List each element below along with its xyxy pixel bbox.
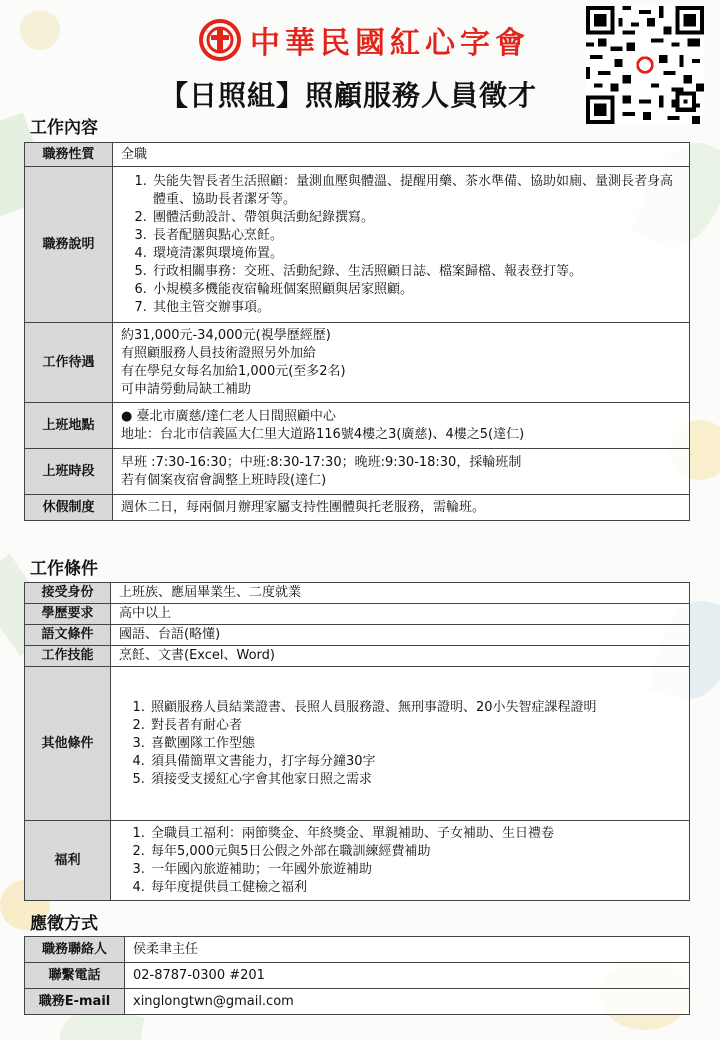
salary-line: 可申請勞動局缺工補助 — [121, 381, 252, 397]
row-benefits — [25, 821, 690, 901]
row-identity — [25, 583, 690, 604]
list-item: 1. 全職員工福利：兩節獎金、年終獎金、單親補助、子女補助、生日禮卷 — [149, 825, 681, 843]
label-phone: 聯繫電話 — [25, 963, 125, 989]
label-education: 學歷要求 — [25, 604, 111, 625]
list-item: 6. 小規模多機能夜宿輪班個案照顧與居家照顧。 — [151, 281, 681, 299]
row-job-description — [25, 167, 690, 323]
row-skills — [25, 646, 690, 667]
list-item: 1. 失能失智長者生活照顧：量測血壓與體溫、提醒用藥、茶水準備、協助如廁、量測長者身高體重、協助長者潔牙等。 — [151, 173, 681, 209]
job-description-list — [121, 173, 681, 317]
benefits-list — [119, 825, 681, 897]
value-benefits — [111, 821, 690, 901]
label-skills: 工作技能 — [25, 646, 111, 667]
section-title-conditions: 工作條件 — [30, 559, 98, 579]
label-salary: 工作待遇 — [25, 323, 113, 403]
label-language: 語文條件 — [25, 625, 111, 646]
value-leave: 週休二日，每兩個月辦理家屬支持性團體與托老服務，需輪班。 — [113, 495, 690, 521]
row-salary — [25, 323, 690, 403]
row-location — [25, 403, 690, 449]
label-identity: 接受身份 — [25, 583, 111, 604]
row-email — [25, 989, 690, 1015]
list-item: 4. 每年度提供員工健檢之福利 — [149, 879, 681, 897]
row-education — [25, 604, 690, 625]
job-content-table — [24, 142, 690, 521]
row-other — [25, 667, 690, 821]
header — [0, 0, 720, 128]
conditions-table — [24, 582, 690, 901]
row-job-nature — [25, 143, 690, 167]
bullet-icon: ● — [121, 408, 133, 424]
salary-line: 約31,000元-34,000元(視學歷經歷) — [121, 327, 331, 343]
org-logo — [198, 18, 530, 62]
section-title-apply: 應徵方式 — [30, 914, 98, 934]
label-contact: 職務聯絡人 — [25, 937, 125, 963]
list-item: 1. 照顧服務人員結業證書、長照人員服務證、無刑事證明、20小失智症課程證明 — [149, 699, 681, 717]
salary-line: 有在學兒女每名加給1,000元(至多2名) — [121, 363, 346, 379]
row-leave — [25, 495, 690, 521]
location-center — [121, 408, 681, 426]
value-education: 高中以上 — [111, 604, 690, 625]
section-title-job-content: 工作內容 — [30, 118, 98, 138]
label-hours: 上班時段 — [25, 449, 113, 495]
value-phone[interactable]: 02-8787-0300 #201 — [125, 963, 690, 989]
list-item: 4. 環境清潔與環境佈置。 — [151, 245, 681, 263]
list-item: 2. 每年5,000元與5日公假之外部在職訓練經費補助 — [149, 843, 681, 861]
list-item: 5. 須接受支援紅心字會其他家日照之需求 — [149, 771, 681, 789]
label-location: 上班地點 — [25, 403, 113, 449]
value-skills: 烹飪、文書(Excel、Word) — [111, 646, 690, 667]
location-center-name: 臺北市廣慈/達仁老人日間照顧中心 — [136, 408, 336, 424]
label-other: 其他條件 — [25, 667, 111, 821]
list-item: 2. 團體活動設計、帶領與活動紀錄撰寫。 — [151, 209, 681, 227]
label-job-description: 職務說明 — [25, 167, 113, 323]
apply-table — [24, 936, 690, 1015]
list-item: 3. 一年國內旅遊補助；一年國外旅遊補助 — [149, 861, 681, 879]
value-contact: 侯柔聿主任 — [125, 937, 690, 963]
value-email[interactable]: xinglongtwn@gmail.com — [125, 989, 690, 1015]
list-item: 3. 長者配膳與點心烹飪。 — [151, 227, 681, 245]
value-hours — [113, 449, 690, 495]
hours-note: 若有個案夜宿會調整上班時段(達仁) — [121, 472, 327, 488]
value-language: 國語、台語(略懂) — [111, 625, 690, 646]
value-job-description — [113, 167, 690, 323]
page-title: 【日照組】照顧服務人員徵才 — [160, 79, 538, 112]
row-contact — [25, 937, 690, 963]
row-phone — [25, 963, 690, 989]
hours-shifts: 早班 :7:30-16:30；中班:8:30-17:30；晚班:9:30-18:30，採輪班制 — [121, 454, 522, 470]
label-job-nature: 職務性質 — [25, 143, 113, 167]
salary-line: 有照顧服務人員技術證照另外加給 — [121, 345, 317, 361]
value-salary — [113, 323, 690, 403]
label-email: 職務E-mail — [25, 989, 125, 1015]
list-item: 5. 行政相關事務：交班、活動紀錄、生活照顧日誌、檔案歸檔、報表登打等。 — [151, 263, 681, 281]
row-language — [25, 625, 690, 646]
location-address: 地址：台北市信義區大仁里大道路116號4樓之3(廣慈)、4樓之5(達仁) — [121, 426, 525, 442]
label-leave: 休假制度 — [25, 495, 113, 521]
qr-code[interactable] — [586, 6, 704, 124]
value-job-nature: 全職 — [113, 143, 690, 167]
list-item: 7. 其他主管交辦事項。 — [151, 299, 681, 317]
value-location — [113, 403, 690, 449]
list-item: 2. 對長者有耐心者 — [149, 717, 681, 735]
value-identity: 上班族、應屆畢業生、二度就業 — [111, 583, 690, 604]
red-heart-logo-icon — [198, 18, 242, 62]
value-other — [111, 667, 690, 821]
org-name: 中華民國紅心字會 — [250, 26, 530, 61]
list-item: 3. 喜歡團隊工作型態 — [149, 735, 681, 753]
label-benefits: 福利 — [25, 821, 111, 901]
list-item: 4. 須具備簡單文書能力，打字每分鐘30字 — [149, 753, 681, 771]
other-conditions-list — [119, 699, 681, 789]
row-hours — [25, 449, 690, 495]
